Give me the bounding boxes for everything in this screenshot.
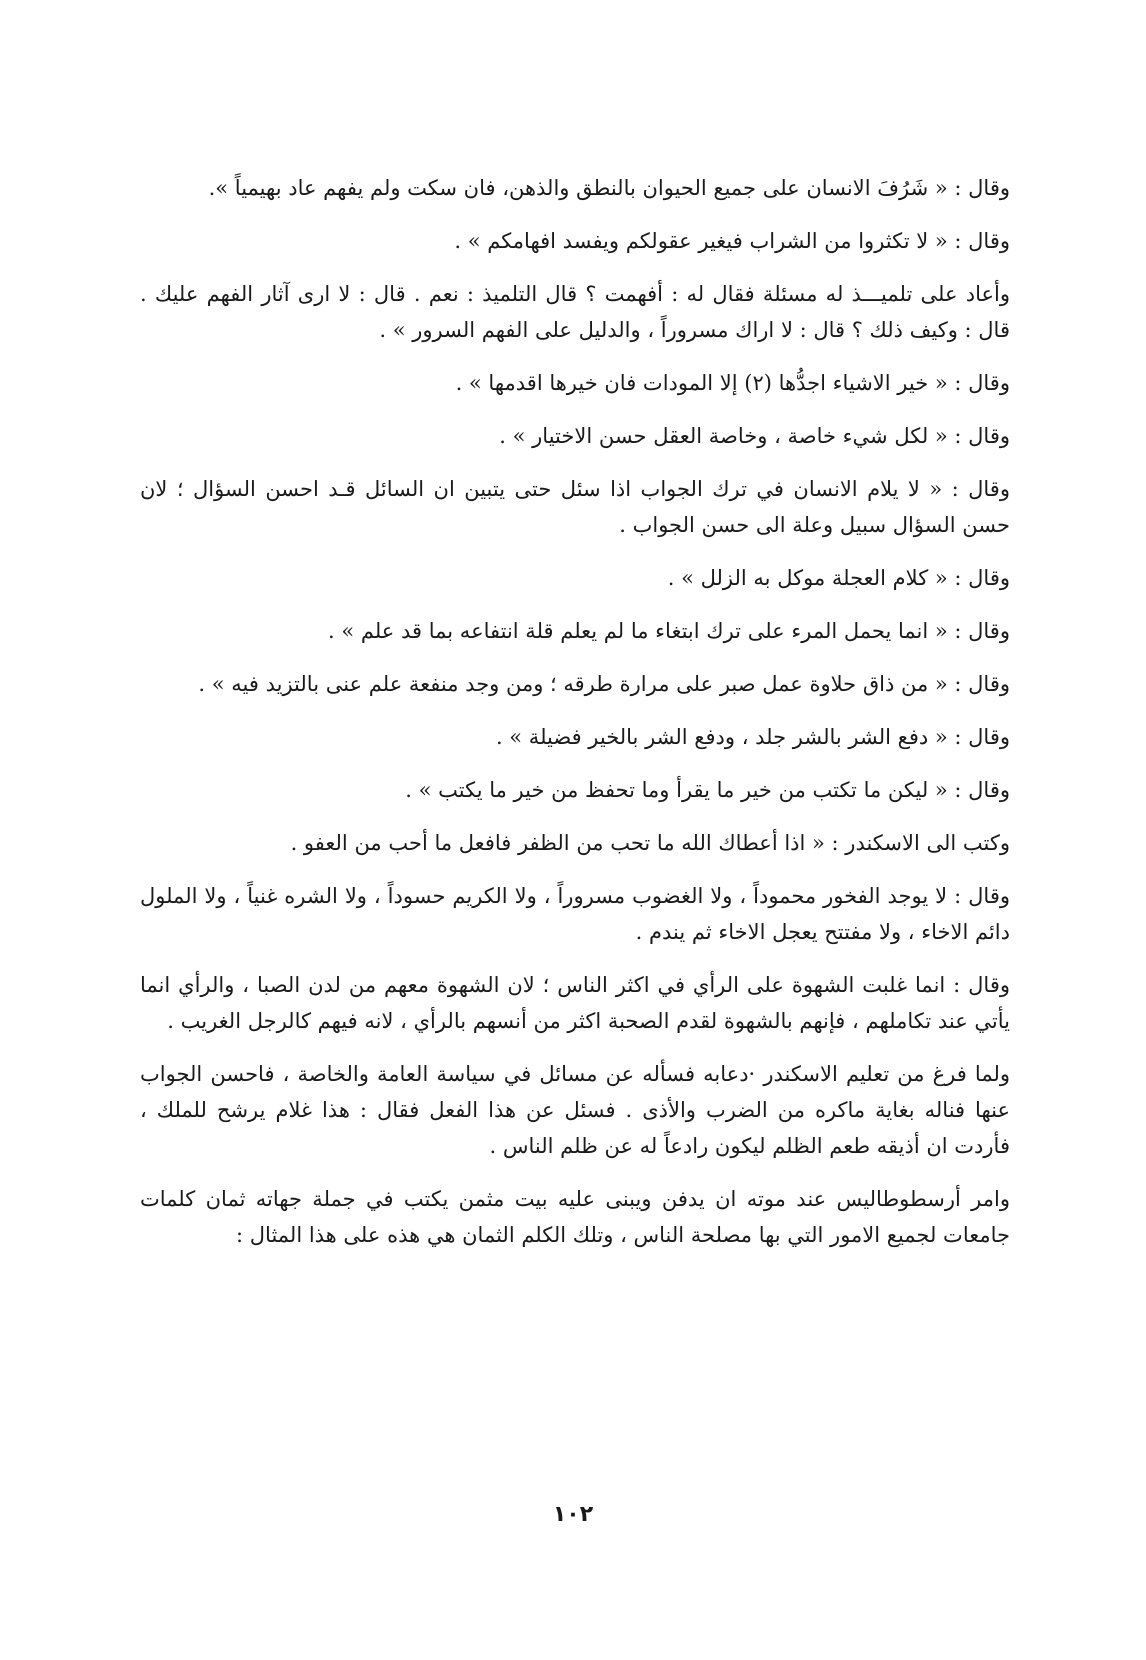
paragraph: وقال : « لا تكثروا من الشراب فيغير عقولكم ويفسد افهامكم » .	[454, 229, 1010, 253]
paragraph: وقال : « انما يحمل المرء على ترك ابتغاء ما لم يعلم قلة انتفاعه بما قد علم » .	[328, 619, 1010, 643]
page-body	[140, 170, 1010, 1270]
paragraph: وقال : لا يوجد الفخور محموداً ، ولا الغضوب مسروراً ، ولا الكريم حسوداً ، ولا الشره غنياً ، ولا الملول دائم الاخاء ، ولا مفتتح يعجل الاخاء ثم يندم .	[140, 884, 1010, 944]
paragraph: وامر أرسطوطاليس عند موته ان يدفن ويبنى عليه بيت مثمن يكتب في جملة جهاته ثمان كلمات جامعات لجميع الامور التي بها مصلحة الناس ، وتلك الكلم الثمان هي هذه على هذا المثال :	[140, 1187, 1010, 1247]
paragraph: وكتب الى الاسكندر : « اذا أعطاك الله ما تحب من الظفر فافعل ما أحب من العفو .	[290, 831, 1010, 855]
paragraph: وقال : « كلام العجلة موكل به الزلل » .	[667, 566, 1010, 590]
page-number: ١٠٢	[552, 1502, 594, 1527]
paragraph: وأعاد على تلميـــذ له مسئلة فقال له : أفهمت ؟ قال التلميذ : نعم . قال : لا ارى آثار الفهم عليك . قال : وكيف ذلك ؟ قال : لا اراك مسروراً ، والدليل على الفهم السرور » .	[140, 282, 1010, 342]
paragraph: وقال : « ليكن ما تكتب من خير ما يقرأ وما تحفظ من خير ما يكتب » .	[405, 778, 1010, 802]
paragraph: وقال : « خير الاشياء اجدُّها (٢) إلا المودات فان خيرها اقدمها » .	[455, 371, 1010, 395]
paragraph: وقال : « لكل شيء خاصة ، وخاصة العقل حسن الاختيار » .	[499, 424, 1010, 448]
paragraph: وقال : « من ذاق حلاوة عمل صبر على مرارة طرقه ؛ ومن وجد منفعة علم عنى بالتزيد فيه » .	[198, 672, 1010, 696]
paragraph: وقال : انما غلبت الشهوة على الرأي في اكثر الناس ؛ لان الشهوة معهم من لدن الصبا ، والرأي انما يأتي عند تكاملهم ، فإنهم بالشهوة لقدم الصحبة اكثر من أنسهم بالرأي ، لانه فيهم كالرجل الغريب .	[140, 973, 1010, 1033]
paragraph: وقال : « دفع الشر بالشر جلد ، ودفع الشر بالخير فضيلة » .	[495, 725, 1010, 749]
paragraph: ولما فرغ من تعليم الاسكندر ·دعابه فسأله عن مسائل في سياسة العامة والخاصة ، فاحسن الجواب عنها فناله بغاية ماكره من الضرب والأذى . فسئل عن هذا الفعل فقال : هذا غلام يرشح للملك ، فأردت ان أذيقه طعم الظلم ليكون رادعاً له عن ظلم الناس .	[140, 1062, 1010, 1158]
paragraph: وقال : « شَرُفَ الانسان على جميع الحيوان بالنطق والذهن، فان سكت ولم يفهم عاد بهيمياً ».	[208, 176, 1010, 200]
paragraph: وقال : « لا يلام الانسان في ترك الجواب اذا سئل حتى يتبين ان السائل قـد احسن السؤال ؛ لان حسن السؤال سبيل وعلة الى حسن الجواب .	[140, 477, 1010, 537]
